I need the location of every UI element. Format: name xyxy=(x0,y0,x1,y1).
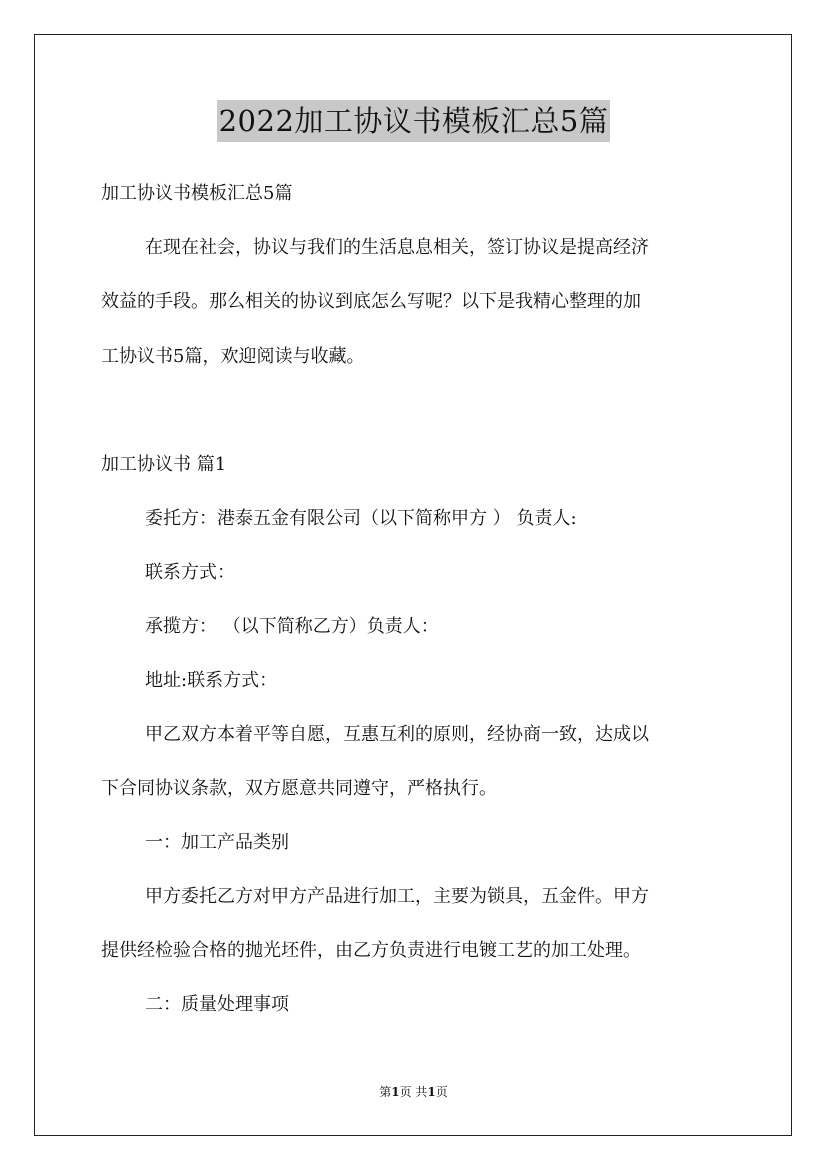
footer-middle: 页 共 xyxy=(399,1085,428,1099)
footer-page-number: 1 xyxy=(391,1085,400,1099)
clause-heading-product-category: 一：加工产品类别 xyxy=(145,832,289,853)
product-paragraph-line-1: 甲方委托乙方对甲方产品进行加工，主要为锁具，五金件。甲方 xyxy=(145,886,649,907)
product-paragraph-line-2: 提供经检验合格的抛光坯件，由乙方负责进行电镀工艺的加工处理。 xyxy=(101,940,641,961)
footer-total-pages: 1 xyxy=(427,1085,436,1099)
principal-contact-line: 联系方式： xyxy=(145,562,235,583)
principle-paragraph-line-1: 甲乙双方本着平等自愿，互惠互利的原则，经协商一致，达成以 xyxy=(145,724,649,745)
clause-heading-quality: 二：质量处理事项 xyxy=(145,994,289,1015)
footer-suffix: 页 xyxy=(435,1085,448,1099)
section-heading-agreement-1: 加工协议书 篇1 xyxy=(101,454,227,475)
footer-prefix: 第 xyxy=(379,1085,392,1099)
document-subtitle: 加工协议书模板汇总5篇 xyxy=(101,183,293,204)
intro-paragraph-line-1: 在现在社会，协议与我们的生活息息相关，签订协议是提高经济 xyxy=(145,237,649,258)
intro-paragraph-line-3: 工协议书5篇，欢迎阅读与收藏。 xyxy=(101,346,365,367)
contractor-line: 承揽方： （以下简称乙方）负责人： xyxy=(145,616,439,637)
principal-line: 委托方：港泰五金有限公司（以下简称甲方 ） 负责人: xyxy=(145,508,577,529)
address-contact-line: 地址:联系方式： xyxy=(145,670,278,691)
page-footer xyxy=(0,1084,827,1100)
title-container xyxy=(0,100,827,142)
principle-paragraph-line-2: 下合同协议条款，双方愿意共同遵守，严格执行。 xyxy=(101,778,497,799)
document-title: 2022加工协议书模板汇总5篇 xyxy=(217,100,611,142)
intro-paragraph-line-2: 效益的手段。那么相关的协议到底怎么写呢？以下是我精心整理的加 xyxy=(101,291,641,312)
